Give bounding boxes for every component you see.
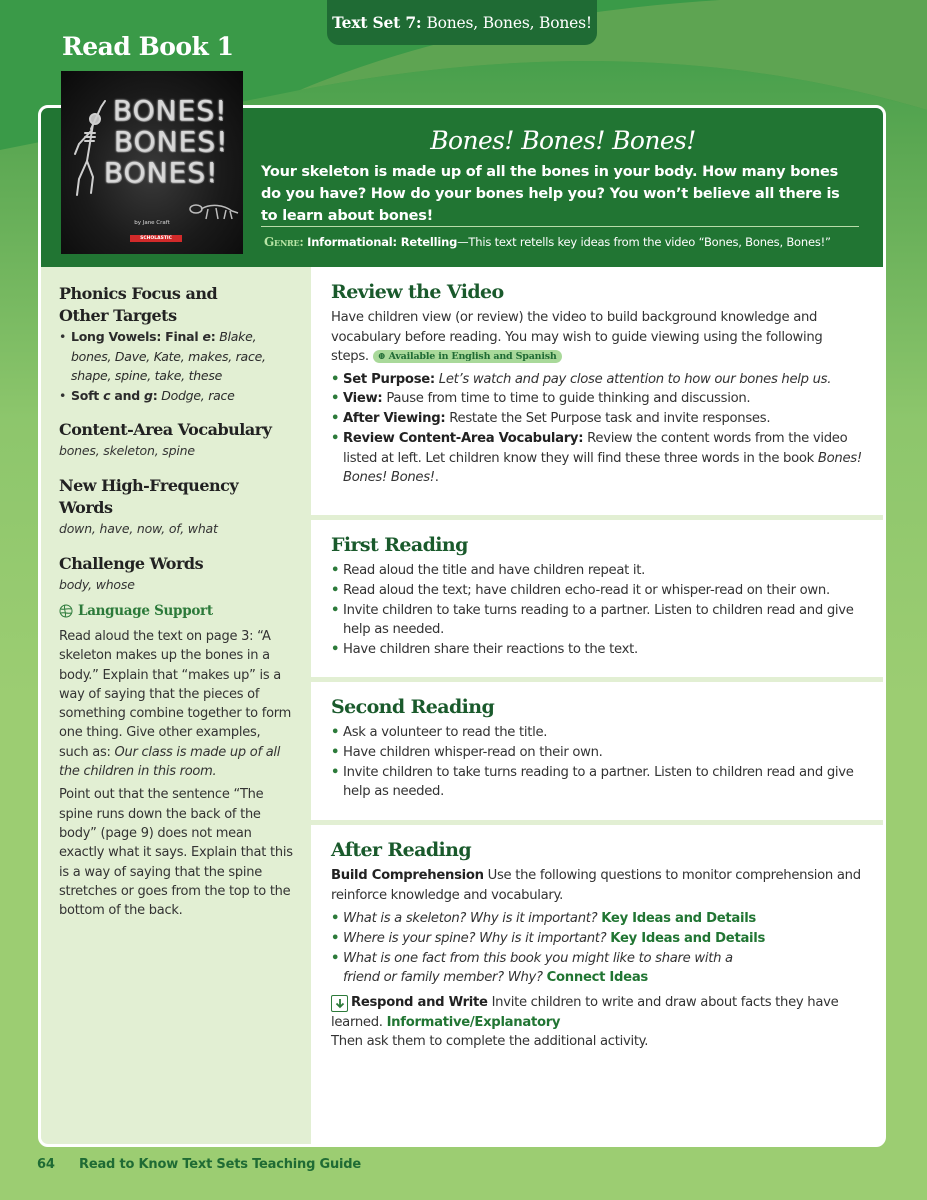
list-item: • Set Purpose: Let’s watch and pay close attention to how our bones help us. <box>331 370 863 390</box>
vocabulary-heading: Content-Area Vocabulary <box>59 420 272 439</box>
phonics-block <box>59 283 293 405</box>
writing-type-tag: Informative/Explanatory <box>386 1014 561 1030</box>
challenge-heading: Challenge Words <box>59 554 204 573</box>
globe-icon <box>59 604 73 618</box>
high-frequency-block <box>59 475 293 539</box>
section-heading: Review the Video <box>331 281 504 303</box>
text-set-label: Text Set 7: <box>332 13 422 32</box>
text-set-tab <box>327 0 597 45</box>
list-item: • Review Content-Area Vocabulary: Review the content words from the video listed at left. Let children know they will find these three words in the book Bones! Bones! Bones!. <box>331 429 863 488</box>
after-reading-section <box>311 820 883 1147</box>
genre-description: —This text retells key ideas from the video “Bones, Bones, Bones!” <box>457 235 831 249</box>
skill-tag: Key Ideas and Details <box>601 911 756 926</box>
language-availability-badge: ⊕ Available in English and Spanish <box>373 350 562 363</box>
section-heading: After Reading <box>331 839 472 861</box>
build-comprehension: Build Comprehension Use the following questions to monitor comprehension and reinforce knowledge and vocabulary. <box>331 868 861 903</box>
book-title: Bones! Bones! Bones! <box>430 126 696 155</box>
vocabulary-words: bones, skeleton, spine <box>59 443 195 458</box>
list-item: • Invite children to take turns reading to a partner. Listen to children read and give help as needed. <box>331 763 863 803</box>
list-item: • Read aloud the title and have children repeat it. <box>331 561 863 581</box>
download-arrow-icon <box>331 995 348 1012</box>
language-support-heading: Language Support <box>59 603 293 619</box>
section-heading: Second Reading <box>331 696 495 718</box>
high-frequency-words: down, have, now, of, what <box>59 521 218 536</box>
genre-label: Genre: <box>264 235 304 249</box>
second-reading-section <box>311 677 883 820</box>
first-reading-section <box>311 515 883 677</box>
list-item: • Soft c and g: Dodge, race <box>59 386 293 406</box>
section-heading: First Reading <box>331 534 468 556</box>
guide-title: Read to Know Text Sets Teaching Guide <box>79 1157 362 1172</box>
review-video-section <box>311 267 883 515</box>
header-divider <box>261 226 859 227</box>
page-title: Read Book 1 <box>62 32 234 61</box>
genre-type: Informational: Retelling <box>307 235 458 249</box>
list-item: • Invite children to take turns reading to a partner. Listen to children read and give help as needed. <box>331 601 863 641</box>
text-set-name: Bones, Bones, Bones! <box>426 13 592 32</box>
list-item: • What is one fact from this book you might like to share with a friend or family member? Why? Connect Ideas <box>331 949 863 989</box>
review-steps-list <box>331 370 863 489</box>
page-footer <box>37 1157 361 1172</box>
list-item: • Read aloud the text; have children echo-read it or whisper-read on their own. <box>331 581 863 601</box>
list-item: • Long Vowels: Final e: Blake, bones, Dave, Kate, makes, race, shape, spine, take, these <box>59 327 293 386</box>
challenge-words: body, whose <box>59 577 135 592</box>
phonics-list <box>59 327 293 405</box>
closing-instruction: Then ask them to complete the additional activity. <box>331 1034 649 1050</box>
high-frequency-heading: New High-Frequency Words <box>59 476 239 517</box>
list-item: • What is a skeleton? Why is it important? Key Ideas and Details <box>331 909 863 929</box>
phonics-heading: Phonics Focus and Other Targets <box>59 284 218 325</box>
list-item: • Where is your spine? Why is it important? Key Ideas and Details <box>331 929 863 949</box>
cover-title: BONES! BONES! BONES! <box>103 94 229 189</box>
skill-tag: Key Ideas and Details <box>610 930 766 946</box>
sidebar <box>41 267 311 1147</box>
animal-skeleton-illustration <box>186 199 241 221</box>
comprehension-questions <box>331 909 863 988</box>
main-content <box>311 267 883 1147</box>
book-cover-image <box>61 71 243 254</box>
review-video-intro: Have children view (or review) the video to build background knowledge and vocabulary before reading. You may wish to guide viewing using the following steps. ⊕ Available in English and Spanish <box>331 310 823 364</box>
language-support-para-1: Read aloud the text on page 3: “A skeleton makes up the bones in a body.” Explain that “makes up” is a way of saying that the pieces of something combine together to form one thing. Give other examples, such as: Our class is made up of all the children in this room. <box>59 629 292 780</box>
publisher-logo: SCHOLASTIC <box>130 235 182 242</box>
skill-tag: Connect Ideas <box>546 970 648 986</box>
respond-and-write: Respond and Write Invite children to write and draw about facts they have learned. Informative/Explanatory <box>331 995 839 1030</box>
list-item: • After Viewing: Restate the Set Purpose task and invite responses. <box>331 409 863 429</box>
language-support-para-2: Point out that the sentence “The spine runs down the back of the body” (page 9) does not mean exactly what it says. Explain that this is a way of saying that the spine stretches or goes from the top to the bottom of the back. <box>59 787 293 919</box>
list-item: • Have children share their reactions to the text. <box>331 640 863 660</box>
genre-line <box>264 235 874 249</box>
cover-author: by Jane Craft <box>134 220 170 226</box>
page-number: 64 <box>37 1157 55 1172</box>
list-item: • Ask a volunteer to read the title. <box>331 723 863 743</box>
globe-icon: ⊕ <box>377 351 386 362</box>
book-summary: Your skeleton is made up of all the bones in your body. How many bones do you have? How do your bones help you? You won’t believe all there is to learn about bones! <box>261 164 840 224</box>
list-item: • View: Pause from time to time to guide thinking and discussion. <box>331 389 863 409</box>
vocabulary-block <box>59 419 293 461</box>
challenge-block <box>59 553 293 595</box>
list-item: • Have children whisper-read on their own. <box>331 743 863 763</box>
first-reading-list <box>331 561 863 660</box>
lesson-card <box>38 105 886 1147</box>
second-reading-list <box>331 723 863 802</box>
